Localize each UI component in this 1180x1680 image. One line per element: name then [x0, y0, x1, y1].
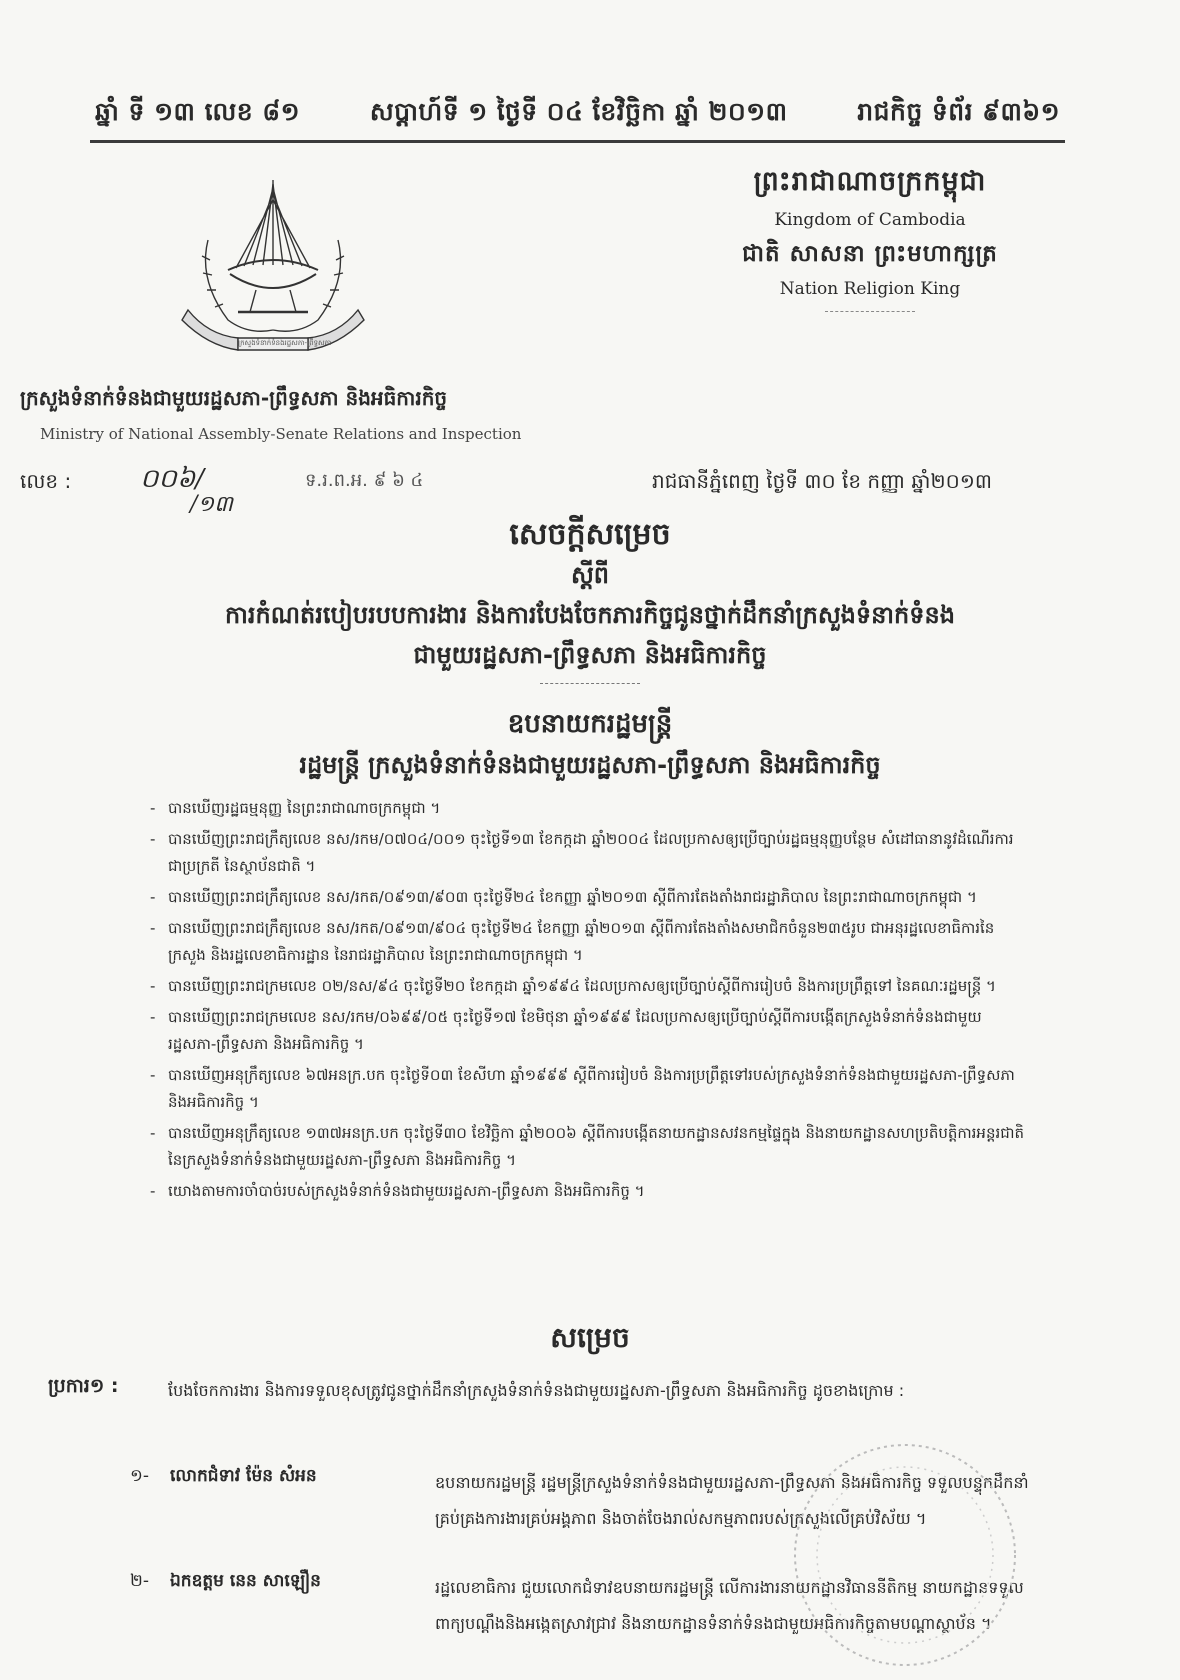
kingdom-name-en: Kingdom of Cambodia — [774, 210, 966, 230]
reference-code: ទ.រ.ព.អ. ៩ ៦ ៤ — [305, 470, 424, 491]
list-item: - បានឃើញព្រះរាជក្រឹត្យលេខ នស/រកត/០៩១៣/៩០៤ ចុះថ្ងៃទី២៤ ខែកញ្ញា ឆ្នាំ២០១៣ ស្តីពីការតែងតាំងសមាជិកចំនួន២៣៥រូប ជាអនុរដ្ឋលេខាធិការនៃក្រសួង និងរដ្ឋលេខាធិការដ្ឋាន នៃរាជរដ្ឋាភិបាល នៃព្រះរាជាណាចក្រកម្ពុជា ។ — [150, 915, 1025, 969]
reference-label: លេខ : — [20, 469, 72, 493]
list-item: - បានឃើញអនុក្រឹត្យលេខ ១៣៧អនក្រ.បក ចុះថ្ងៃទី៣០ ខែវិច្ឆិកា ឆ្នាំ២០០៦ ស្តីពីការបង្កើតនាយកដ្ឋានសវនកម្មផ្ទៃក្នុង និងនាយកដ្ឋានសហប្រតិបត្តិការអន្តរជាតិ នៃក្រសួងទំនាក់ទំនងជាមួយរដ្ឋសភា-ព្រឹទ្ធសភា និងអធិការកិច្ច ។ — [150, 1120, 1025, 1174]
gazette-page-number: រាជកិច្ច ទំព័រ ៩៣៦១ — [857, 97, 1060, 126]
list-item: - បានឃើញព្រះរាជក្រឹត្យលេខ នស/រកត/០៩១៣/៩០៣ ចុះថ្ងៃទី២៤ ខែកញ្ញា ឆ្នាំ២០១៣ ស្តីពីការតែងតាំងរាជរដ្ឋាភិបាល នៃព្រះរាជាណាចក្រកម្ពុជា ។ — [150, 884, 1025, 911]
title-about: ស្តីពី — [570, 561, 610, 589]
reference-number: ០០៦/ — [140, 464, 204, 494]
article-1-label: ប្រការ១ : — [48, 1375, 119, 1397]
assignment-name: លោកជំទាវ ម៉ែន សំអន — [170, 1466, 317, 1486]
list-item: - បានឃើញព្រះរាជក្រមលេខ ០២/នស/៩៤ ចុះថ្ងៃទី២០ ខែកក្កដា ឆ្នាំ១៩៩៤ ដែលប្រកាសឲ្យប្រើច្បាប់ស្តីពីការរៀបចំ និងការប្រព្រឹត្តទៅ នៃគណៈរដ្ឋមន្ត្រី ។ — [150, 973, 1025, 1000]
motto-kh: ជាតិ សាសនា ព្រះមហាក្សត្រ — [742, 241, 998, 267]
header-rule — [90, 140, 1065, 143]
gazette-year: ឆ្នាំ ទី ១៣ លេខ ៨១ — [95, 97, 300, 126]
ministry-emblem-icon — [168, 170, 378, 360]
issuer-title: ឧបនាយករដ្ឋមន្ត្រី — [507, 709, 673, 739]
assignment-number: ១- — [130, 1466, 150, 1486]
gazette-week-date: សប្តាហ៍ទី ១ ថ្ងៃទី ០៤ ខែវិច្ឆិកា ឆ្នាំ ២០១៣ — [369, 97, 788, 126]
assignment-number: ២- — [130, 1571, 150, 1591]
ministry-name-kh: ក្រសួងទំនាក់ទំនងជាមួយរដ្ឋសភា-ព្រឹទ្ធសភា និងអធិការកិច្ច — [20, 386, 448, 410]
list-item: - បានឃើញរដ្ឋធម្មនុញ្ញ នៃព្រះរាជាណាចក្រកម្ពុជា ។ — [150, 795, 1025, 822]
ministry-name-en: Ministry of National Assembly-Senate Relations and Inspection — [40, 425, 522, 443]
considerations-list — [150, 795, 1025, 1209]
gazette-header — [95, 92, 1060, 138]
title-subject-line-1: ការកំណត់របៀបរបបការងារ និងការបែងចែកភារកិច្ចជូនថ្នាក់ដឹកនាំក្រសួងទំនាក់ទំនង — [225, 601, 955, 629]
reference-line — [20, 462, 1130, 517]
motto-separator — [825, 311, 915, 312]
list-item: - បានឃើញអនុក្រឹត្យលេខ ៦៧អនក្រ.បក ចុះថ្ងៃទី០៣ ខែសីហា ឆ្នាំ១៩៩៩ ស្តីពីការរៀបចំ និងការប្រព្រឹត្តទៅរបស់ក្រសួងទំនាក់ទំនងជាមួយរដ្ឋសភា-ព្រឹទ្ធសភា និងអធិការកិច្ច ។ — [150, 1062, 1025, 1116]
kingdom-name-kh: ព្រះរាជាណាចក្រកម្ពុជា — [753, 166, 987, 197]
article-1-text: បែងចែកការងារ និងការទទួលខុសត្រូវជូនថ្នាក់ដឹកនាំក្រសួងទំនាក់ទំនងជាមួយរដ្ឋសភា-ព្រឹទ្ធសភា និងអធិការកិច្ច ដូចខាងក្រោម : — [168, 1381, 905, 1400]
list-item: - យោងតាមការចាំបាច់របស់ក្រសួងទំនាក់ទំនងជាមួយរដ្ឋសភា-ព្រឹទ្ធសភា និងអធិការកិច្ច ។ — [150, 1178, 1025, 1205]
kingdom-block — [660, 165, 1080, 312]
official-seal-icon — [780, 1430, 1030, 1680]
issuer-minister: រដ្ឋមន្ត្រី ក្រសួងទំនាក់ទំនងជាមួយរដ្ឋសភា-ព្រឹទ្ធសភា និងអធិការកិច្ច — [299, 751, 881, 779]
list-item: - បានឃើញព្រះរាជក្រមលេខ នស/រកម/០៦៩៩/០៥ ចុះថ្ងៃទី១៧ ខែមិថុនា ឆ្នាំ១៩៩៩ ដែលប្រកាសឲ្យប្រើច្បាប់ស្តីពីការបង្កើតក្រសួងទំនាក់ទំនងជាមួយរដ្ឋសភា-ព្រឹទ្ធសភា និងអធិការកិច្ច ។ — [150, 1004, 1025, 1058]
assignment-role: រដ្ឋលេខាធិការ ជួយលោកជំទាវឧបនាយករដ្ឋមន្ត្រី លើការងារនាយកដ្ឋានវិធាននីតិកម្ម នាយកដ្ឋានទទួលពាក្យបណ្តឹងនិងអង្កេតស្រាវជ្រាវ និងនាយកដ្ឋានទំនាក់ទំនងជាមួយអធិការកិច្ចតាមបណ្តាស្ថាប័ន ។ — [435, 1578, 1024, 1633]
decision-heading: សម្រេច — [550, 1321, 630, 1354]
place-and-date: រាជធានីភ្នំពេញ ថ្ងៃទី ៣០ ខែ កញ្ញា ឆ្នាំ២០១៣ — [652, 469, 992, 493]
assignment-name: ឯកឧត្តម នេន សាឡឿន — [170, 1571, 321, 1591]
assignment-role: ឧបនាយករដ្ឋមន្ត្រី រដ្ឋមន្ត្រីក្រសួងទំនាក់ទំនងជាមួយរដ្ឋសភា-ព្រឹទ្ធសភា និងអធិការកិច្ច ទទួលបន្ទុកដឹកនាំគ្រប់គ្រងការងារគ្រប់អង្គភាព និងចាត់ចែងរាល់សកម្មភាពរបស់ក្រសួងលើគ្រប់វិស័យ ។ — [435, 1473, 1029, 1528]
motto-en: Nation Religion King — [779, 279, 961, 299]
document-title: សេចក្តីសម្រេច — [509, 517, 671, 552]
title-divider — [540, 683, 640, 684]
emblem-caption: ក្រសួងទំនាក់ទំនងរដ្ឋសភា-ព្រឹទ្ធសភា — [238, 339, 332, 347]
title-subject-line-2: ជាមួយរដ្ឋសភា-ព្រឹទ្ធសភា និងអធិការកិច្ច — [413, 641, 767, 669]
reference-year: /១៣ — [190, 492, 233, 517]
list-item: - បានឃើញព្រះរាជក្រឹត្យលេខ នស/រកម/០៧០៤/០០១ ចុះថ្ងៃទី១៣ ខែកក្កដា ឆ្នាំ២០០៤ ដែលប្រកាសឲ្យប្រើច្បាប់រដ្ឋធម្មនុញ្ញបន្ថែម សំដៅធានានូវដំណើរការជាប្រក្រតី នៃស្ថាប័នជាតិ ។ — [150, 826, 1025, 880]
